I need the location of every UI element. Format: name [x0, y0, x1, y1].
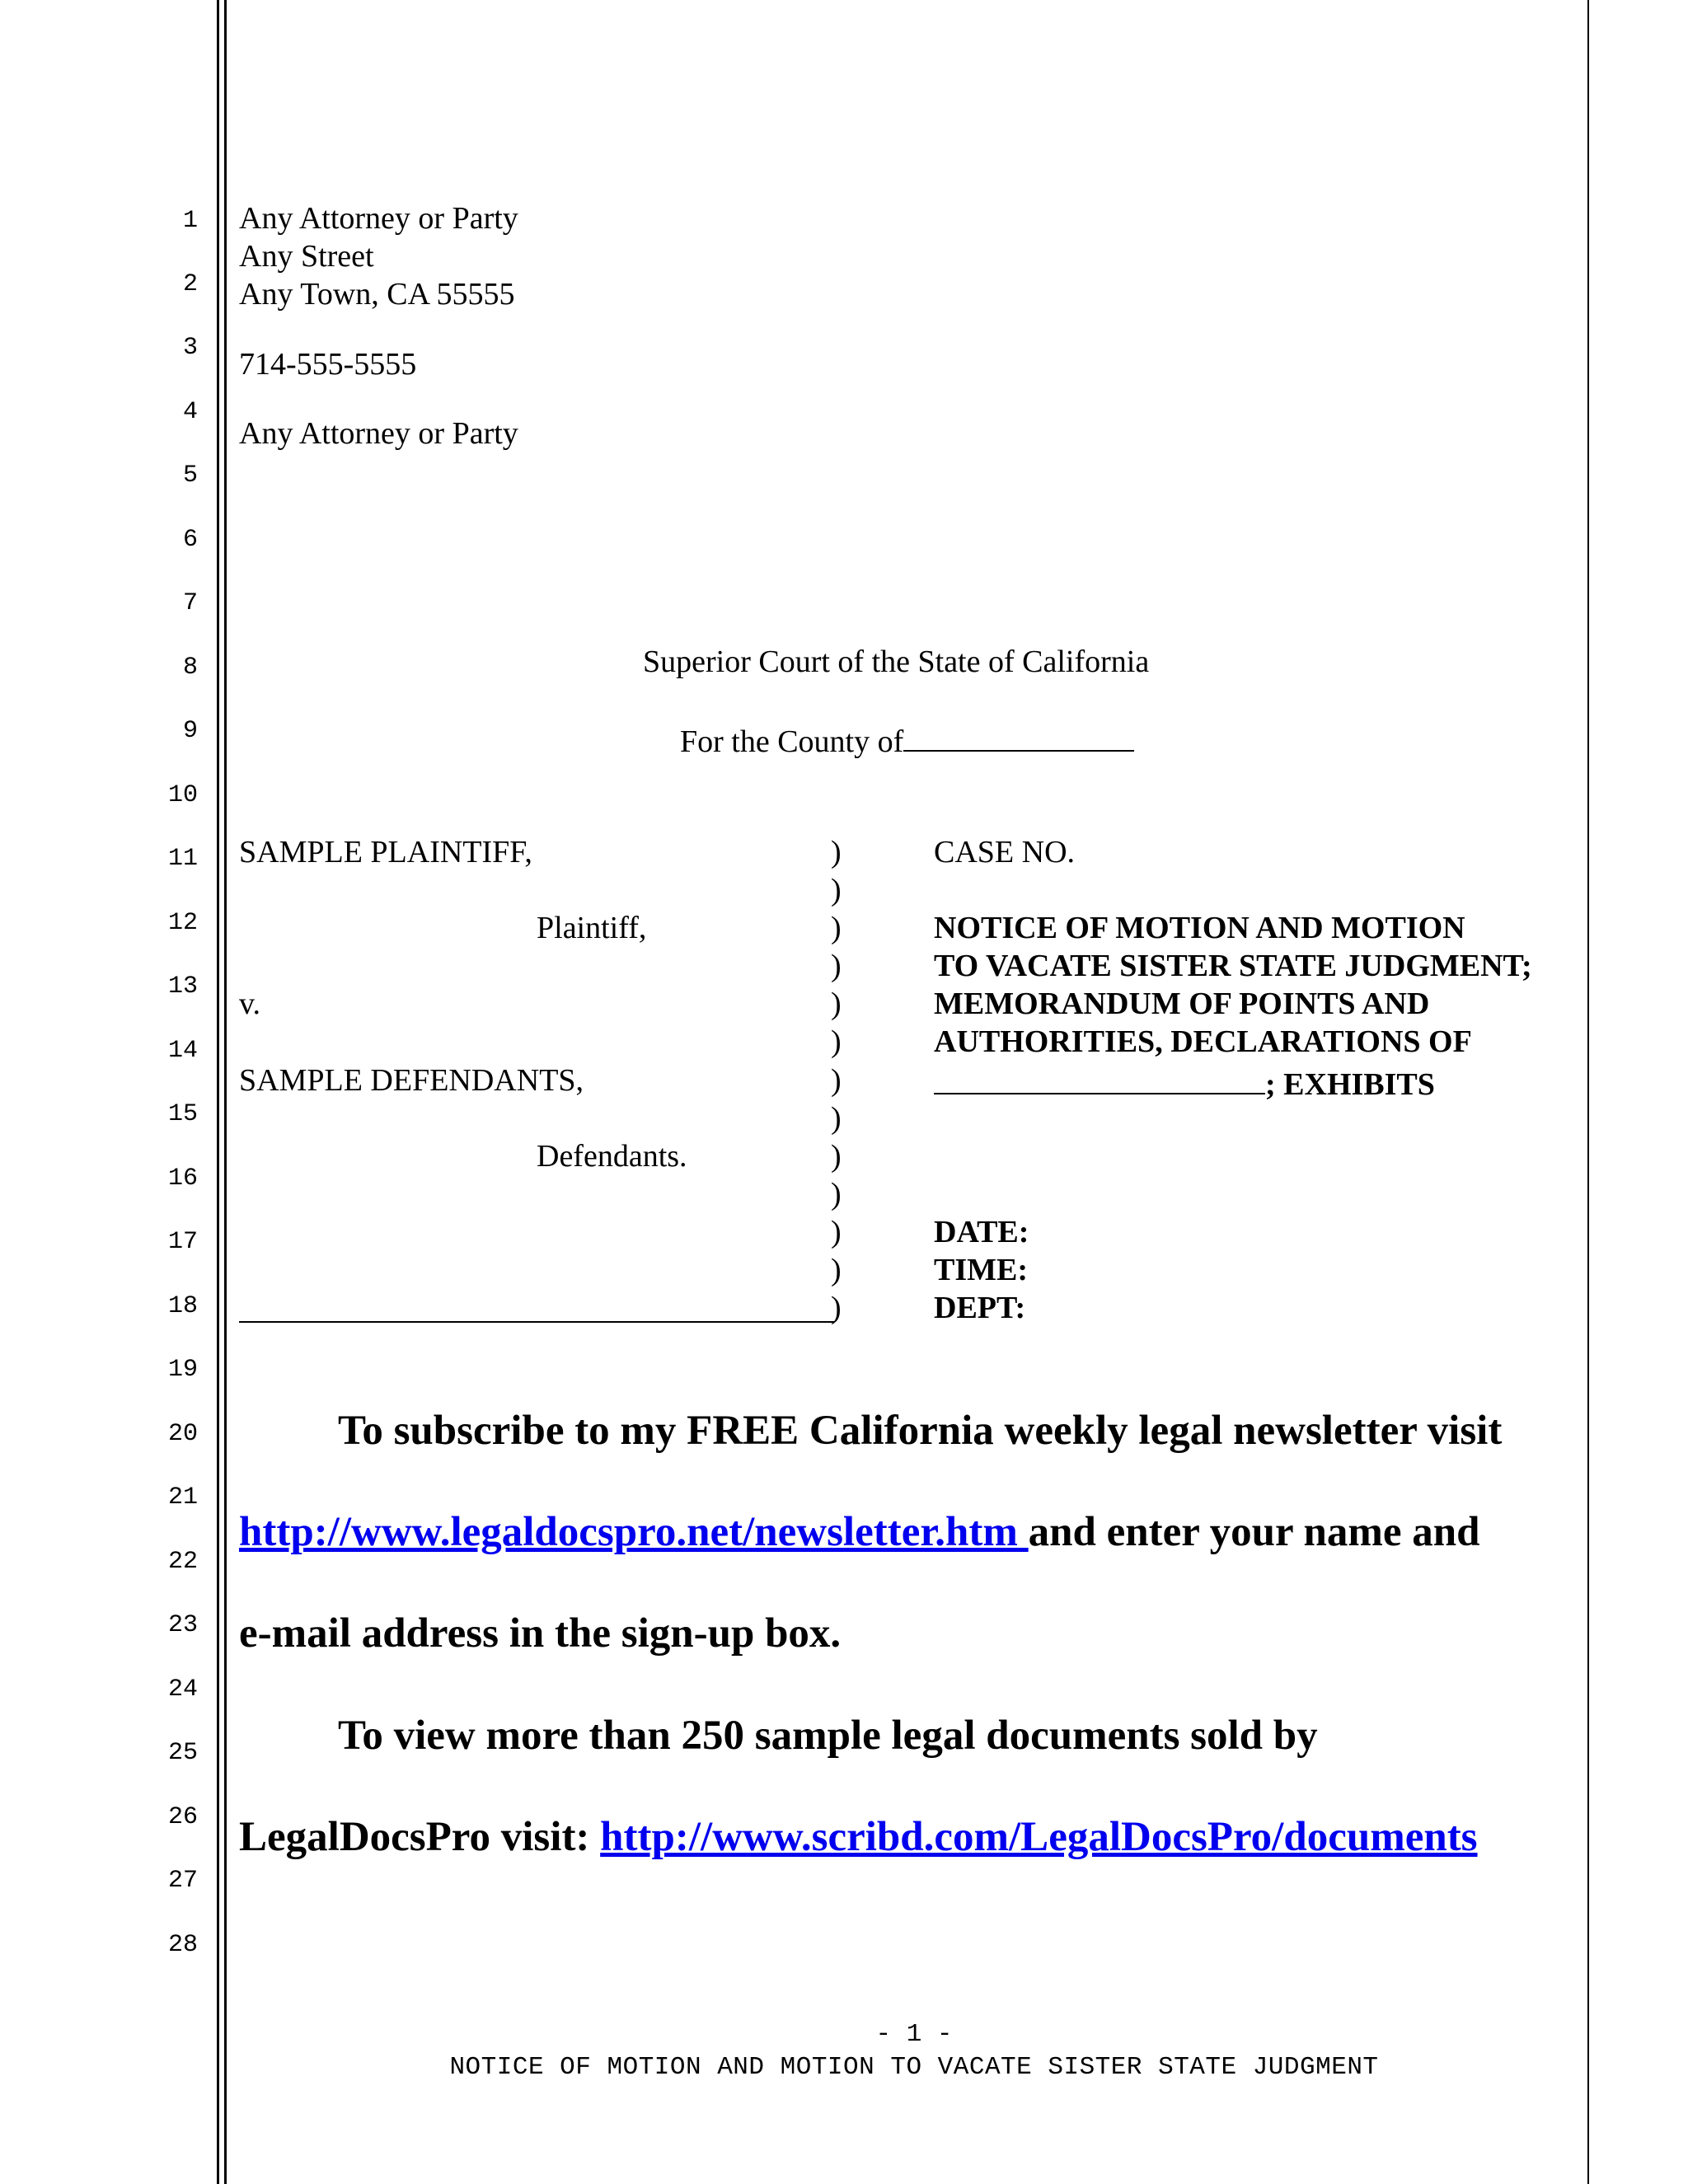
line-number: 12: [167, 909, 198, 937]
line-number: 1: [182, 207, 198, 235]
line-number: 22: [167, 1548, 198, 1576]
attorney-phone: 714-555-5555: [239, 347, 417, 382]
caption-paren: ): [831, 1024, 842, 1059]
line-number: 24: [167, 1675, 198, 1704]
versus: v.: [239, 987, 261, 1021]
county-blank: [903, 719, 1134, 752]
line-number: 13: [167, 972, 198, 1001]
line-number: 8: [182, 654, 198, 682]
line-number: 28: [167, 1931, 198, 1959]
attorney-city: Any Town, CA 55555: [239, 277, 515, 312]
newsletter-link[interactable]: http://www.legaldocspro.net/newsletter.htm: [239, 1509, 1029, 1555]
caption-paren: ): [831, 1139, 842, 1174]
exhibits-label: ; EXHIBITS: [1265, 1067, 1435, 1102]
plaintiff-name: SAMPLE PLAINTIFF,: [239, 835, 532, 869]
caption-paren: ): [831, 1253, 842, 1287]
promo-line: e-mail address in the sign-up box.: [239, 1610, 842, 1657]
line-number: 17: [167, 1228, 198, 1256]
line-number: 19: [167, 1356, 198, 1384]
time-label: TIME:: [934, 1253, 1028, 1287]
county-label: For the County of: [680, 724, 904, 759]
promo-line: [239, 1812, 1478, 1862]
left-margin-rule: [217, 0, 219, 2184]
document-title-line: MEMORANDUM OF POINTS AND: [934, 987, 1430, 1021]
attorney-street: Any Street: [239, 239, 374, 274]
defendant-name: SAMPLE DEFENDANTS,: [239, 1063, 584, 1098]
caption-paren: ): [831, 873, 842, 907]
attorney-name: Any Attorney or Party: [239, 201, 518, 236]
page-number: - 1 -: [875, 2020, 953, 2049]
line-number: 11: [167, 845, 198, 873]
line-number: 20: [167, 1420, 198, 1448]
caption-paren: ): [831, 835, 842, 869]
document-title-line: NOTICE OF MOTION AND MOTION: [934, 911, 1465, 945]
caption-paren: ): [831, 1101, 842, 1136]
promo-line: To view more than 250 sample legal documents sold by: [338, 1713, 1318, 1759]
caption-paren: ): [831, 1215, 842, 1249]
line-number: 26: [167, 1803, 198, 1831]
declarant-blank: [934, 1062, 1265, 1094]
line-number: 21: [167, 1483, 198, 1511]
caption-paren: ): [831, 911, 842, 945]
caption-paren: ): [831, 949, 842, 983]
court-name: Superior Court of the State of California: [643, 644, 1150, 679]
line-number: 7: [182, 589, 198, 617]
line-number: 10: [167, 781, 198, 809]
promo-text: and enter your name and: [1028, 1509, 1480, 1555]
line-number: 3: [182, 334, 198, 362]
right-margin-rule: [1587, 0, 1589, 2184]
plaintiff-role: Plaintiff,: [537, 911, 647, 945]
line-number: 5: [182, 462, 198, 490]
line-number: 14: [167, 1037, 198, 1065]
documents-link[interactable]: http://www.scribd.com/LegalDocsPro/documents: [600, 1814, 1478, 1860]
line-number: 27: [167, 1867, 198, 1895]
promo-line: [239, 1507, 1479, 1557]
document-title-exhibits-line: [934, 1062, 1435, 1104]
line-number: 9: [182, 717, 198, 745]
footer-title: NOTICE OF MOTION AND MOTION TO VACATE SISTER STATE JUDGMENT: [449, 2053, 1379, 2082]
caption-paren: ): [831, 1291, 842, 1325]
document-title-line: AUTHORITIES, DECLARATIONS OF: [934, 1024, 1472, 1059]
line-number: 2: [182, 270, 198, 298]
caption-paren: ): [831, 1063, 842, 1098]
document-title-line: TO VACATE SISTER STATE JUDGMENT;: [934, 949, 1532, 983]
defendant-role: Defendants.: [537, 1139, 687, 1174]
line-number: 16: [167, 1165, 198, 1193]
line-number: 6: [182, 526, 198, 554]
attorney-for: Any Attorney or Party: [239, 416, 518, 451]
line-number: 15: [167, 1100, 198, 1128]
line-number: 23: [167, 1611, 198, 1639]
left-margin-rule-inner: [224, 0, 227, 2184]
promo-line: To subscribe to my FREE California weekly legal newsletter visit: [338, 1408, 1503, 1454]
caption-paren: ): [831, 1177, 842, 1212]
line-number: 18: [167, 1292, 198, 1320]
case-number-label: CASE NO.: [934, 835, 1076, 869]
line-number: 25: [167, 1739, 198, 1767]
line-number: 4: [182, 398, 198, 426]
dept-label: DEPT:: [934, 1291, 1026, 1325]
county-line: [680, 719, 1134, 761]
promo-text: LegalDocsPro visit:: [239, 1814, 601, 1860]
caption-paren: ): [831, 987, 842, 1021]
caption-underline: [239, 1321, 834, 1323]
date-label: DATE:: [934, 1215, 1029, 1249]
